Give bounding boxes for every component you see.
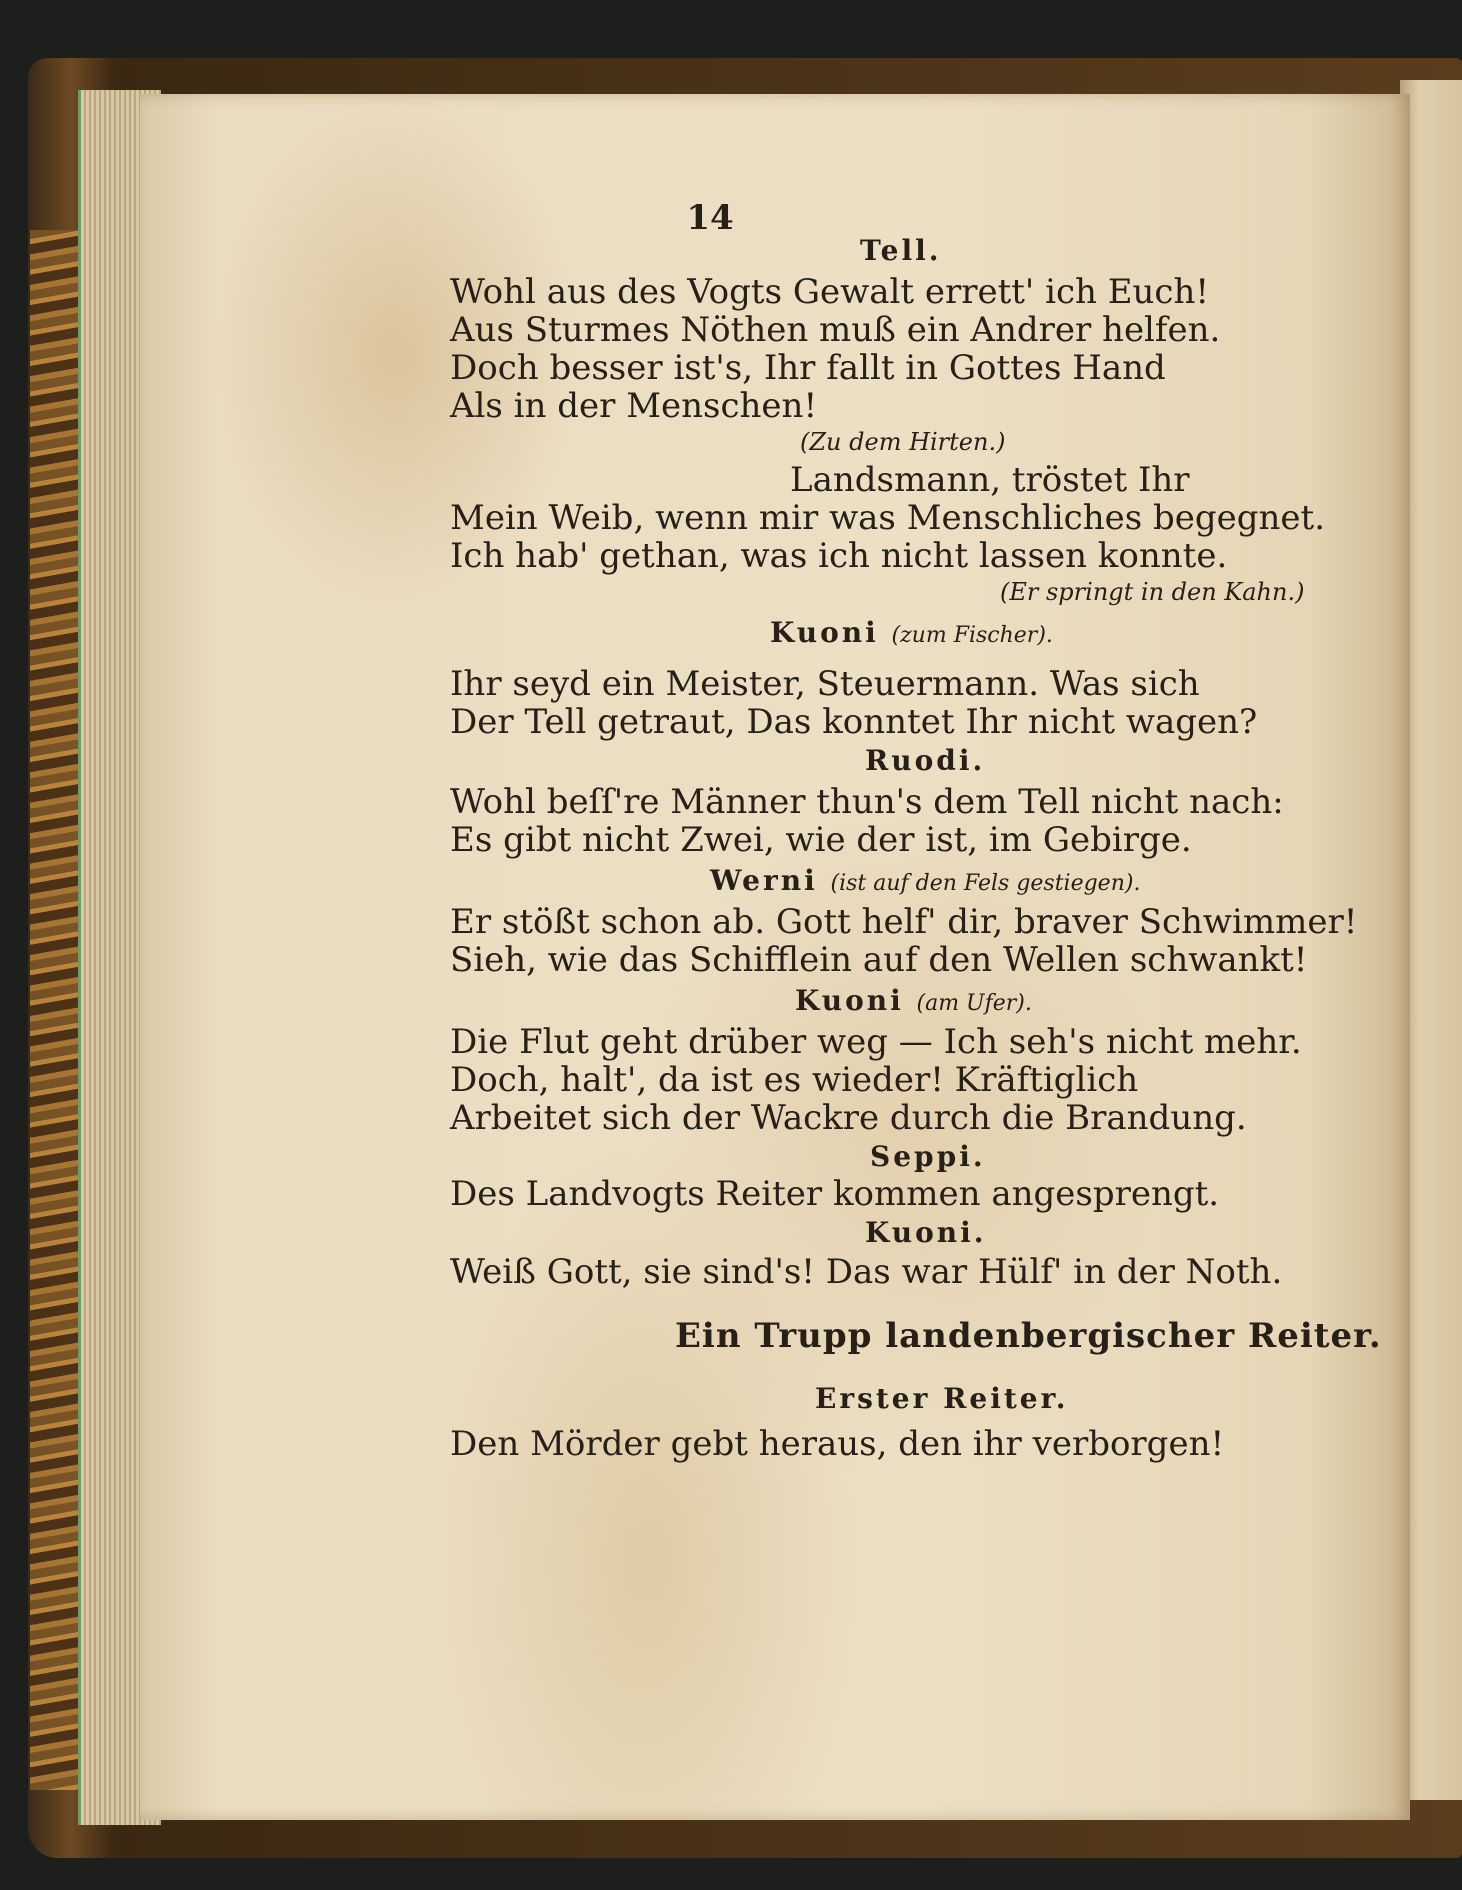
page-number: 14: [686, 198, 734, 238]
verse-line: Landsmann, tröstet Ihr: [790, 460, 1190, 500]
verse-line: Als in der Menschen!: [450, 386, 818, 426]
verse-line: Wohl beſſ're Männer thun's dem Tell nicht nach:: [450, 782, 1284, 822]
speaker-seppi: Seppi.: [870, 1140, 986, 1173]
verse-line: Aus Sturmes Nöthen muß ein Andrer helfen.: [450, 310, 1221, 350]
page-text: [290, 94, 1382, 1820]
speaker-tell: Tell.: [860, 234, 942, 267]
verse-line: Die Flut geht drüber weg — Ich seh's nicht mehr.: [450, 1022, 1302, 1062]
verse-line: Den Mörder gebt heraus, den ihr verborgen!: [450, 1424, 1225, 1464]
verse-line: Doch, halt', da ist es wieder! Kräftiglich: [450, 1060, 1139, 1100]
speaker-erster-reiter: Erster Reiter.: [815, 1382, 1069, 1415]
speaker-name: Werni: [710, 864, 818, 897]
verse-line: Doch besser ist's, Ihr fallt in Gottes Hand: [450, 348, 1166, 388]
verse-line: Ihr seyd ein Meister, Steuermann. Was sich: [450, 664, 1200, 704]
speaker-ruodi: Ruodi.: [865, 744, 986, 777]
verse-line: Ich hab' gethan, was ich nicht lassen konnte.: [450, 536, 1228, 576]
verse-line: Der Tell getraut, Das konntet Ihr nicht wagen?: [450, 702, 1258, 742]
speaker-kuoni: Kuoni.: [865, 1216, 987, 1249]
speaker-werni: [710, 864, 1140, 897]
verse-line: Weiß Gott, sie sind's! Das war Hülf' in der Noth.: [450, 1252, 1283, 1292]
verse-line: Wohl aus des Vogts Gewalt errett' ich Euch!: [450, 272, 1210, 312]
speaker-name: Kuoni: [795, 984, 904, 1017]
verse-line: Es gibt nicht Zwei, wie der ist, im Gebirge.: [450, 820, 1192, 860]
stage-direction: (am Ufer).: [916, 991, 1032, 1016]
book-page: [140, 94, 1410, 1820]
verse-line: Arbeitet sich der Wackre durch die Brandung.: [450, 1098, 1247, 1138]
speaker-kuoni: [770, 616, 1053, 649]
verse-line: Mein Weib, wenn mir was Menschliches begegnet.: [450, 498, 1326, 538]
stage-direction: (Er springt in den Kahn.): [1000, 578, 1305, 606]
verse-line: Des Landvogts Reiter kommen angesprengt.: [450, 1174, 1220, 1214]
verse-line: Er stößt schon ab. Gott helf' dir, braver Schwimmer!: [450, 902, 1358, 942]
scene-heading: Ein Trupp landenbergischer Reiter.: [675, 1316, 1382, 1356]
stage-direction: (ist auf den Fels gestiegen).: [830, 871, 1141, 896]
stage-direction: (zum Fischer).: [891, 623, 1053, 648]
verse-line: Sieh, wie das Schifflein auf den Wellen schwankt!: [450, 940, 1308, 980]
speaker-name: Kuoni: [770, 616, 879, 649]
stage-direction: (Zu dem Hirten.): [800, 428, 1006, 456]
speaker-kuoni: [795, 984, 1032, 1017]
